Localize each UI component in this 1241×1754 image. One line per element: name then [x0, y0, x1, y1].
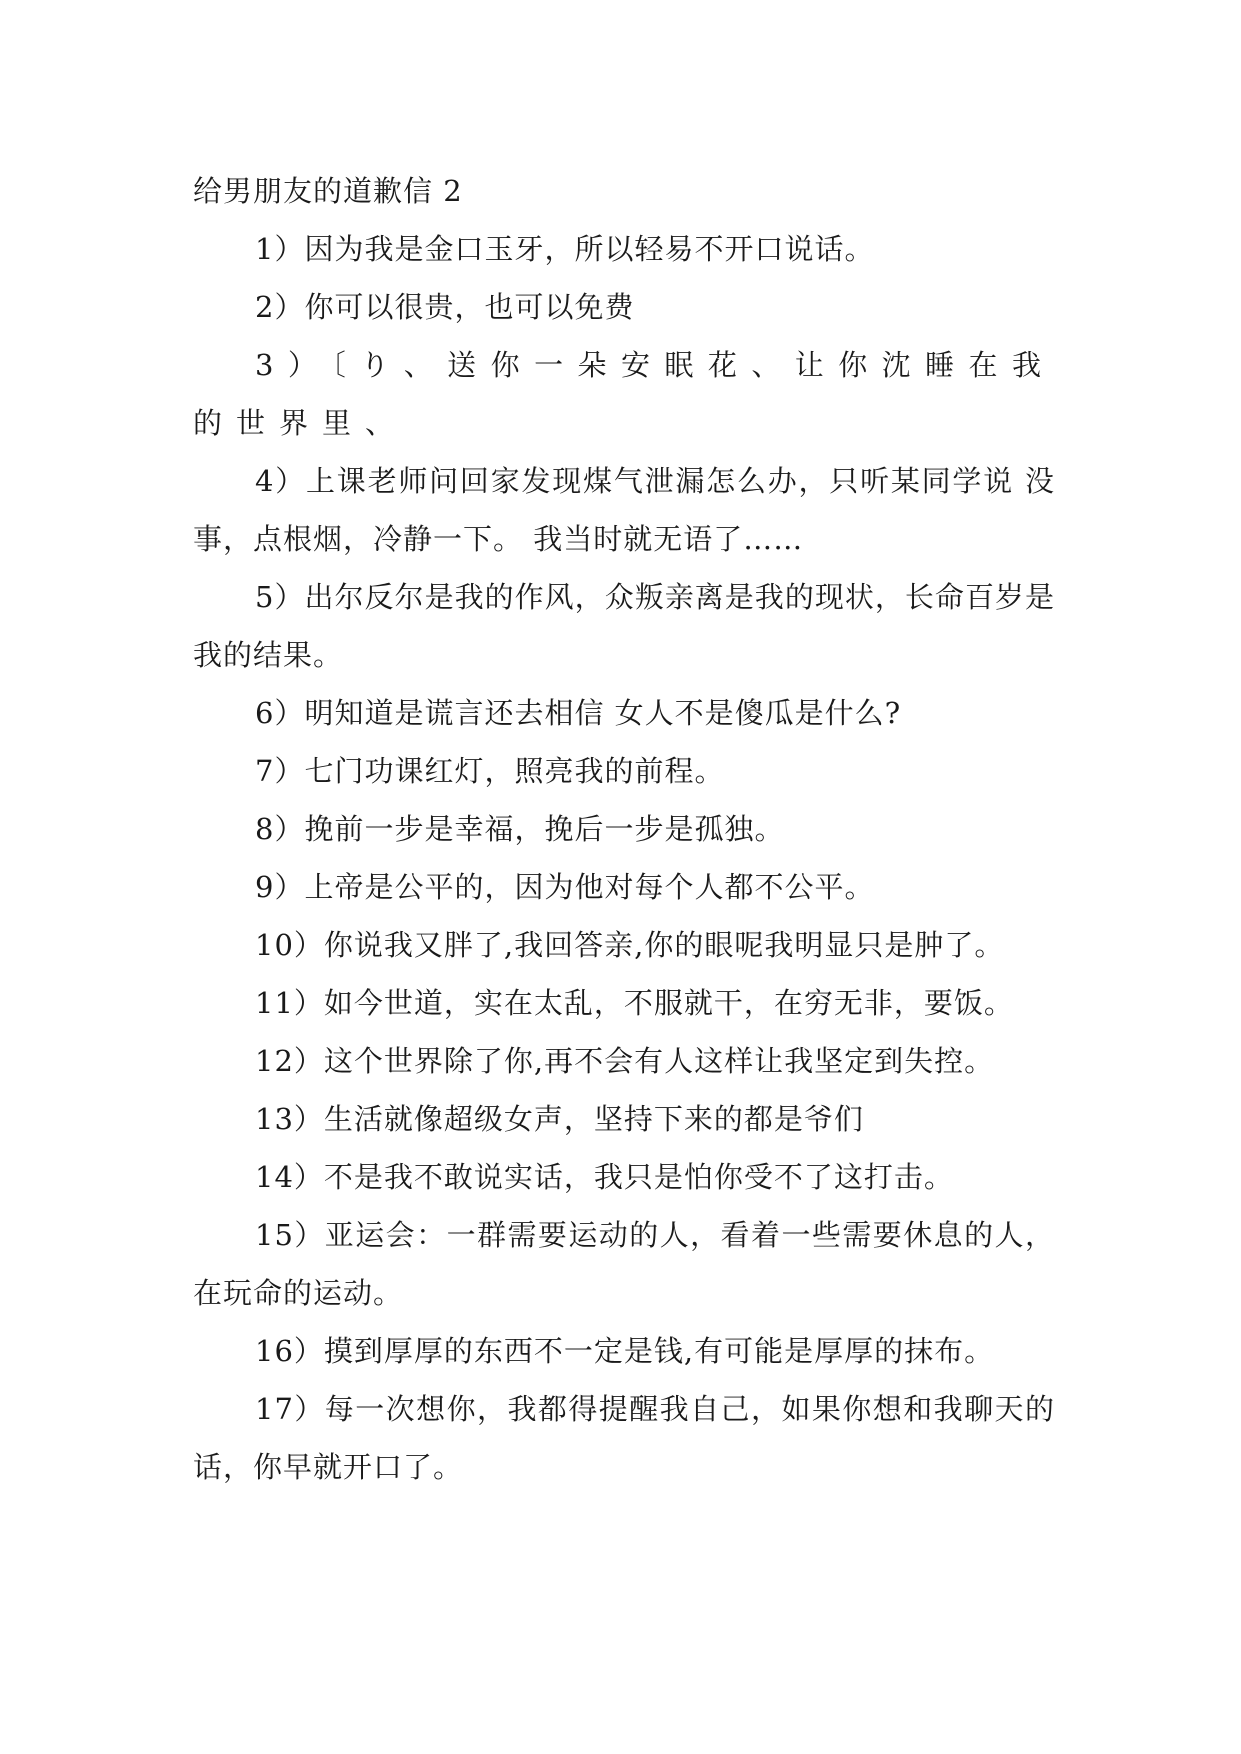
paragraph-5: 5）出尔反尔是我的作风，众叛亲离是我的现状，长命百岁是我的结果。 [193, 580, 1055, 672]
paragraph-8: 8）挽前一步是幸福，挽后一步是孤独。 [255, 812, 785, 846]
paragraph-14: 14）不是我不敢说实话，我只是怕你受不了这打击。 [255, 1160, 954, 1194]
paragraph-3: 3）〔り、送你一朵安眠花、让你沈睡在我的世界里、 [193, 348, 1055, 440]
paragraph-12: 12）这个世界除了你,再不会有人这样让我坚定到失控。 [255, 1044, 995, 1078]
paragraph-6: 6）明知道是谎言还去相信 女人不是傻瓜是什么? [255, 696, 902, 730]
paragraph-10: 10）你说我又胖了,我回答亲,你的眼呢我明显只是肿了。 [255, 928, 1005, 962]
paragraph-2: 2）你可以很贵，也可以免费 [255, 290, 635, 324]
paragraph-9: 9）上帝是公平的，因为他对每个人都不公平。 [255, 870, 875, 904]
paragraph-7: 7）七门功课红灯，照亮我的前程。 [255, 754, 725, 788]
document-title: 给男朋友的道歉信 2 [193, 174, 463, 208]
paragraph-15: 15）亚运会：一群需要运动的人，看着一些需要休息的人，在玩命的运动。 [193, 1218, 1055, 1310]
document-page [193, 162, 1055, 1496]
paragraph-16: 16）摸到厚厚的东西不一定是钱,有可能是厚厚的抹布。 [255, 1334, 995, 1368]
paragraph-11: 11）如今世道，实在太乱，不服就干，在穷无非，要饭。 [255, 986, 1014, 1020]
paragraph-4: 4）上课老师问回家发现煤气泄漏怎么办，只听某同学说 没事，点根烟，冷静一下。 我当时就无语了…… [193, 464, 1055, 556]
paragraph-1: 1）因为我是金口玉牙，所以轻易不开口说话。 [255, 232, 875, 266]
paragraph-17: 17）每一次想你，我都得提醒我自己，如果你想和我聊天的话，你早就开口了。 [193, 1392, 1055, 1484]
paragraph-13: 13）生活就像超级女声，坚持下来的都是爷们 [255, 1102, 864, 1136]
